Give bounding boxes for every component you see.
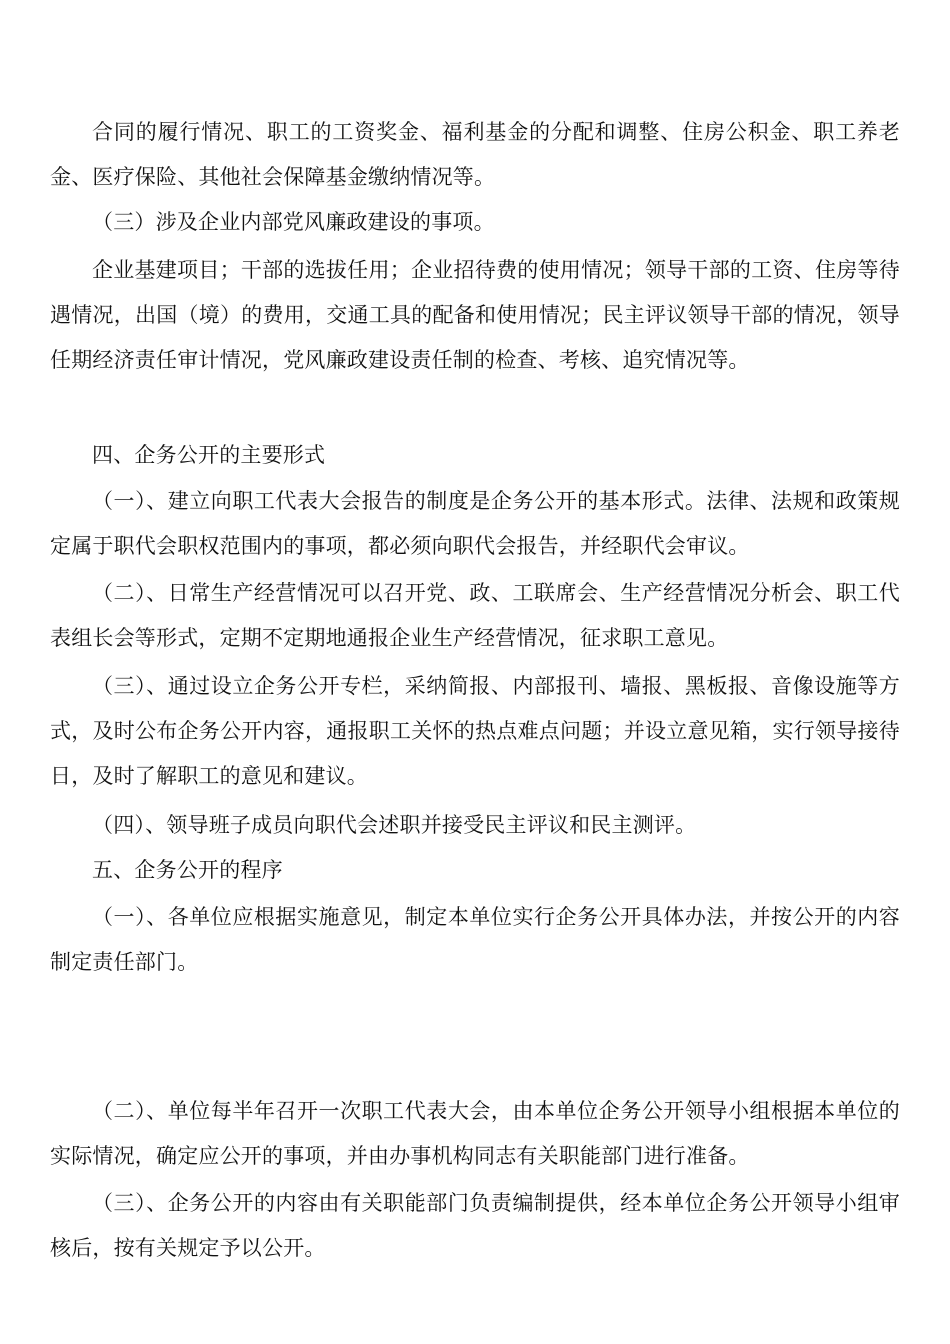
paragraph-11: （二）、单位每半年召开一次职工代表大会，由本单位企务公开领导小组根据本单位的实际情况，确定应公开的事项，并由办事机构同志有关职能部门进行准备。 xyxy=(50,1099,900,1168)
paragraph-5: （一）、建立向职工代表大会报告的制度是企务公开的基本形式。法律、法规和政策规定属于职代会职权范围内的事项，都必须向职代会报告，并经职代会审议。 xyxy=(50,489,900,558)
paragraph-3: 企业基建项目；干部的选拔任用；企业招待费的使用情况；领导干部的工资、住房等待遇情况，出国（境）的费用，交通工具的配备和使用情况；民主评议领导干部的情况，领导任期经济责任审计情况，党风廉政建设责任制的检查、考核、追究情况等。 xyxy=(50,258,900,372)
paragraph-10: （一）、各单位应根据实施意见，制定本单位实行企务公开具体办法，并按公开的内容制定责任部门。 xyxy=(50,905,900,974)
paragraph-6: （二）、日常生产经营情况可以召开党、政、工联席会、生产经营情况分析会、职工代表组长会等形式，定期不定期地通报企业生产经营情况，征求职工意见。 xyxy=(50,581,900,650)
paragraph-1: 合同的履行情况、职工的工资奖金、福利基金的分配和调整、住房公积金、职工养老金、医疗保险、其他社会保障基金缴纳情况等。 xyxy=(50,120,900,189)
paragraph-12: （三）、企务公开的内容由有关职能部门负责编制提供，经本单位企务公开领导小组审核后，按有关规定予以公开。 xyxy=(50,1191,900,1260)
paragraph-2: （三）涉及企业内部党风廉政建设的事项。 xyxy=(92,210,495,234)
section-heading-4: 四、企务公开的主要形式 xyxy=(92,443,326,467)
paragraph-7: （三）、通过设立企务公开专栏，采纳简报、内部报刊、墙报、黑板报、音像设施等方式，及时公布企务公开内容，通报职工关怀的热点难点问题；并设立意见箱，实行领导接待日，及时了解职工的意见和建议。 xyxy=(50,674,900,788)
section-heading-5: 五、企务公开的程序 xyxy=(92,858,283,882)
paragraph-8: （四）、领导班子成员向职代会述职并接受民主评议和民主测评。 xyxy=(92,813,697,837)
